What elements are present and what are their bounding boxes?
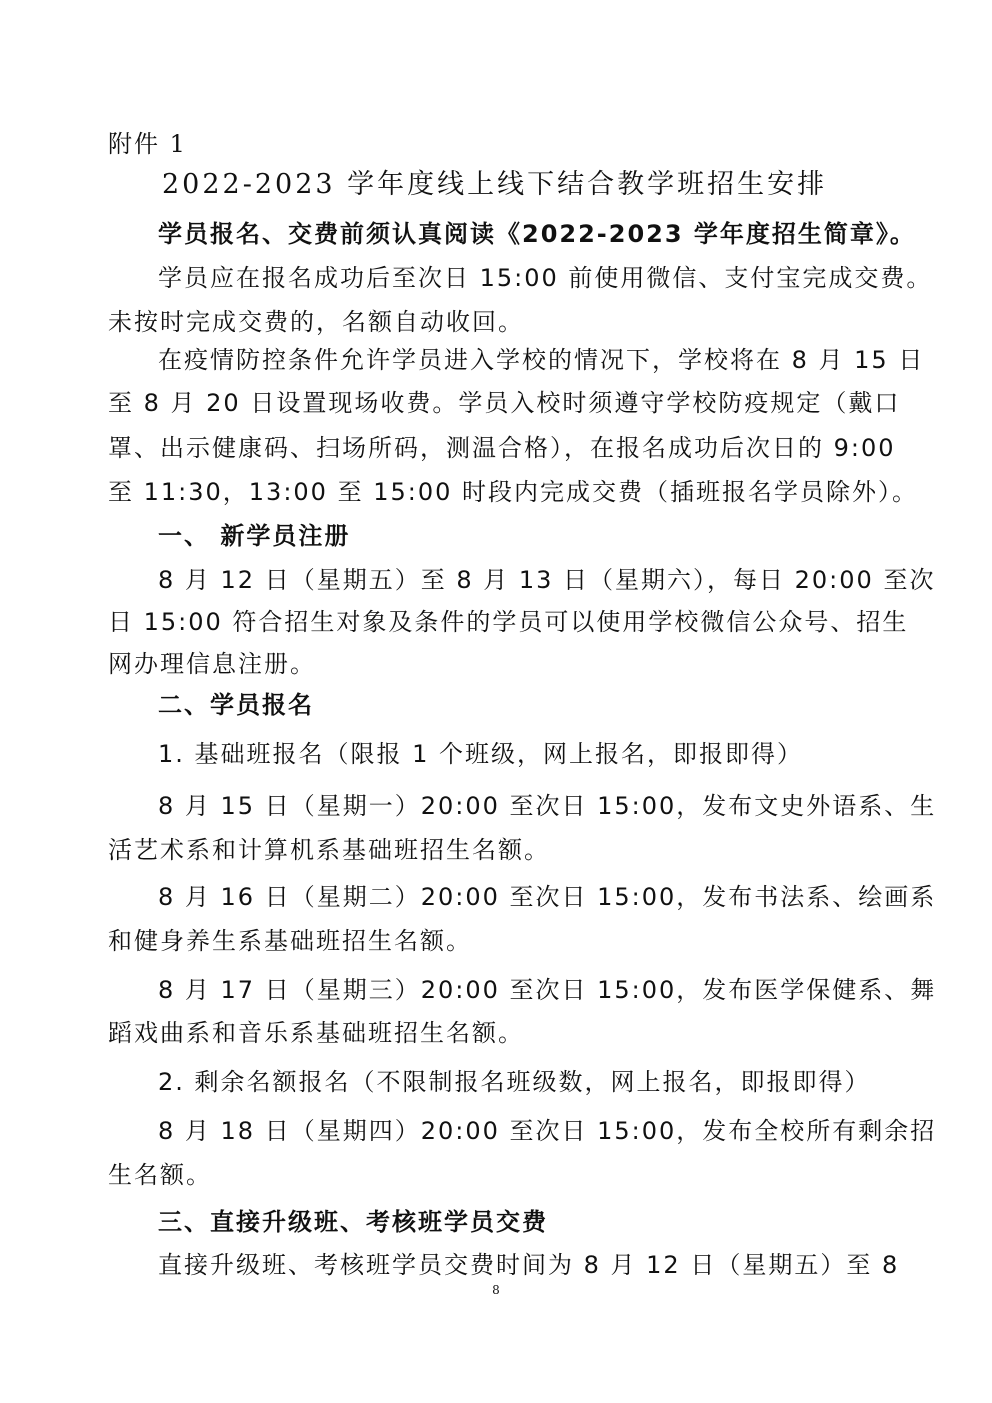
paragraph-line: 和健身养生系基础班招生名额。 <box>108 927 472 955</box>
paragraph-line: 活艺术系和计算机系基础班招生名额。 <box>108 836 550 864</box>
paragraph-line: 8 月 18 日（星期四）20:00 至次日 15:00，发布全校所有剩余招 <box>158 1117 937 1145</box>
notice-line: 学员报名、交费前须认真阅读《2022-2023 学年度招生简章》。 <box>158 220 916 248</box>
paragraph-line: 蹈戏曲系和音乐系基础班招生名额。 <box>108 1019 524 1047</box>
paragraph-line: 直接升级班、考核班学员交费时间为 8 月 12 日（星期五）至 8 <box>158 1251 900 1279</box>
paragraph-line: 8 月 17 日（星期三）20:00 至次日 15:00，发布医学保健系、舞 <box>158 976 937 1004</box>
attachment-label: 附件 1 <box>108 130 187 158</box>
paragraph-line: 生名额。 <box>108 1161 212 1189</box>
paragraph-line: 至 8 月 20 日设置现场收费。学员入校时须遵守学校防疫规定（戴口 <box>108 389 901 417</box>
paragraph-line: 日 15:00 符合招生对象及条件的学员可以使用学校微信公众号、招生 <box>108 608 909 636</box>
section-heading-3: 三、直接升级班、考核班学员交费 <box>158 1208 548 1236</box>
subsection-heading-2: 2. 剩余名额报名（不限制报名班级数，网上报名，即报即得） <box>158 1068 871 1096</box>
paragraph-line: 在疫情防控条件允许学员进入学校的情况下，学校将在 8 月 15 日 <box>158 346 925 374</box>
paragraph-line: 8 月 16 日（星期二）20:00 至次日 15:00，发布书法系、绘画系 <box>158 883 937 911</box>
document-title: 2022-2023 学年度线上线下结合教学班招生安排 <box>162 169 828 200</box>
paragraph-line: 至 11:30，13:00 至 15:00 时段内完成交费（插班报名学员除外）。 <box>108 478 919 506</box>
page-number: 8 <box>492 1283 500 1297</box>
paragraph-line: 8 月 12 日（星期五）至 8 月 13 日（星期六），每日 20:00 至次 <box>158 566 936 594</box>
paragraph-line: 网办理信息注册。 <box>108 650 316 678</box>
subsection-heading-1: 1. 基础班报名（限报 1 个班级，网上报名，即报即得） <box>158 740 804 768</box>
paragraph-line: 未按时完成交费的，名额自动收回。 <box>108 308 524 336</box>
section-heading-2: 二、学员报名 <box>158 691 314 719</box>
paragraph-line: 罩、出示健康码、扫场所码，测温合格），在报名成功后次日的 9:00 <box>108 434 896 462</box>
section-heading-1: 一、 新学员注册 <box>158 522 351 550</box>
paragraph-line: 8 月 15 日（星期一）20:00 至次日 15:00，发布文史外语系、生 <box>158 792 937 820</box>
paragraph-line: 学员应在报名成功后至次日 15:00 前使用微信、支付宝完成交费。 <box>158 264 933 292</box>
